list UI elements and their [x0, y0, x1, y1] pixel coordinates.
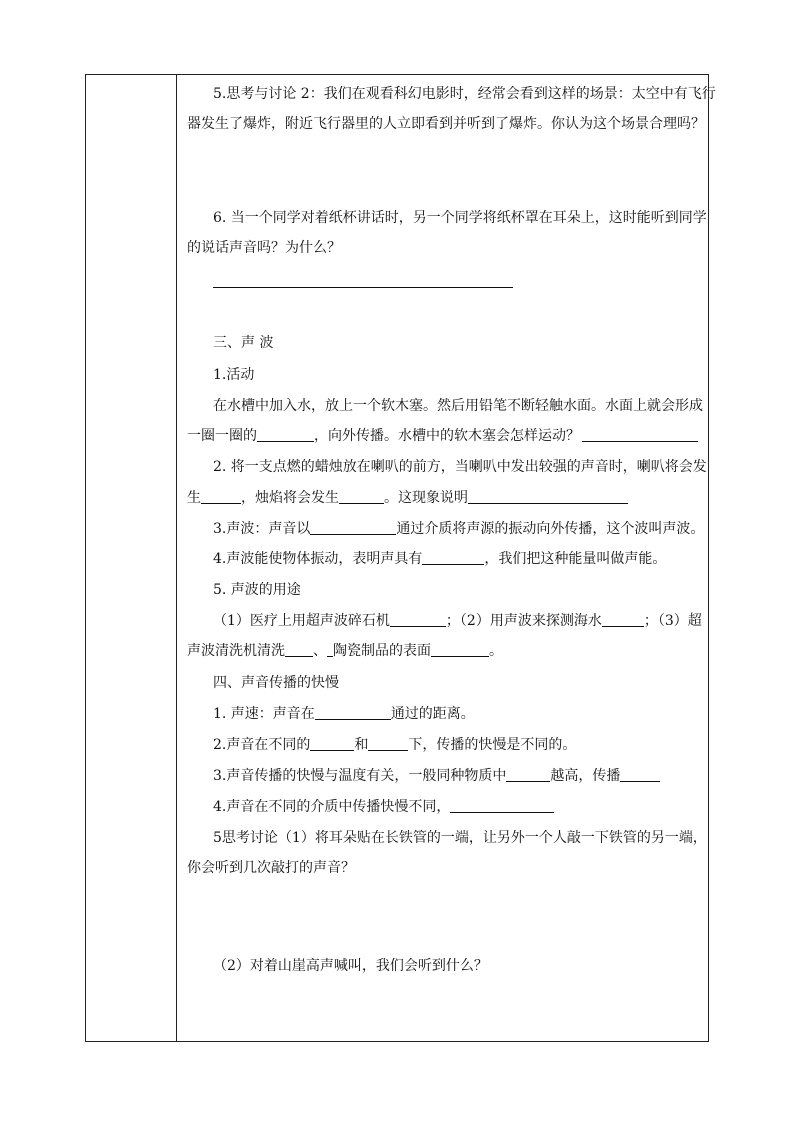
blank-line [468, 489, 628, 504]
activity-line: 在水槽中加入水，放上一个软木塞。然后用铅笔不断轻触水面。水面上就会形成 [213, 398, 703, 414]
blank-line [506, 767, 550, 782]
blank-line [310, 736, 354, 751]
discussion-question-line: 5思考讨论（1）将耳朵贴在长铁管的一端，让另外一个人敲一下铁管的另一端， [213, 830, 707, 846]
blank-line [450, 798, 554, 813]
table-column-divider [176, 74, 177, 1042]
question-line: 3.声波：声音以 通过介质将声源的振动向外传播，这个波叫声波。 [213, 521, 705, 537]
blank-line [315, 705, 391, 720]
activity-title: 1.活动 [213, 367, 255, 383]
blank-line [310, 520, 396, 535]
section-heading: 三、声 波 [213, 335, 274, 351]
blank-line [201, 489, 241, 504]
blank-line [257, 427, 314, 442]
question-line: （1）医疗上用超声波碎石机 ；（2）用声波来探测海水 ；（3）超 [213, 613, 702, 629]
blank-line [431, 642, 489, 657]
question-line: 2.声音在不同的 和 下，传播的快慢是不同的。 [213, 737, 577, 753]
section-heading: 四、声音传播的快慢 [213, 675, 339, 691]
answer-line [213, 287, 513, 288]
question-6-line: 6. 当一个同学对着纸杯讲话时，另一个同学将纸杯罩在耳朵上，这时能听到同学 [213, 210, 707, 226]
blank-line [422, 550, 484, 565]
blank-line [602, 612, 644, 627]
question-line: 1. 声速：声音在 通过的距离。 [213, 706, 475, 722]
discussion-question-line: 5.思考与讨论 2：我们在观看科幻电影时，经常会看到这样的场景：太空中有飞行 [213, 86, 716, 102]
blank-line [582, 427, 698, 442]
activity-line: 一圈一圈的 ，向外传播。水槽中的软木塞会怎样运动？ [187, 426, 698, 446]
blank-line [285, 642, 313, 657]
question-line: 声波清洗机清洗 、 陶瓷制品的表面 。 [187, 643, 503, 659]
question-line: 5. 声波的用途 [213, 582, 301, 598]
blank-line [368, 736, 408, 751]
discussion-question-line: 你会听到几次敲打的声音？ [187, 860, 355, 876]
question-line: 2. 将一支点燃的蜡烛放在喇叭的前方，当喇叭中发出较强的声音时，喇叭将会发 [213, 459, 707, 475]
discussion-question-line: （2）对着山崖高声喊叫，我们会听到什么？ [213, 958, 488, 974]
discussion-question-line: 器发生了爆炸，附近飞行器里的人立即看到并听到了爆炸。你认为这个场景合理吗？ [187, 116, 705, 132]
question-line: 4.声音在不同的介质中传播快慢不同， [213, 797, 554, 817]
question-line: 生 ，烛焰将会发生 。这现象说明 [187, 488, 628, 508]
blank-line [390, 612, 446, 627]
question-line: 4.声波能使物体振动，表明声具有 ，我们把这种能量叫做声能。 [213, 551, 667, 567]
question-line: 3.声音传播的快慢与温度有关，一般同种物质中 越高，传播 [213, 766, 660, 786]
blank-line [339, 489, 384, 504]
question-6-line: 的说话声音吗？为什么？ [187, 240, 341, 256]
blank-line [620, 767, 660, 782]
